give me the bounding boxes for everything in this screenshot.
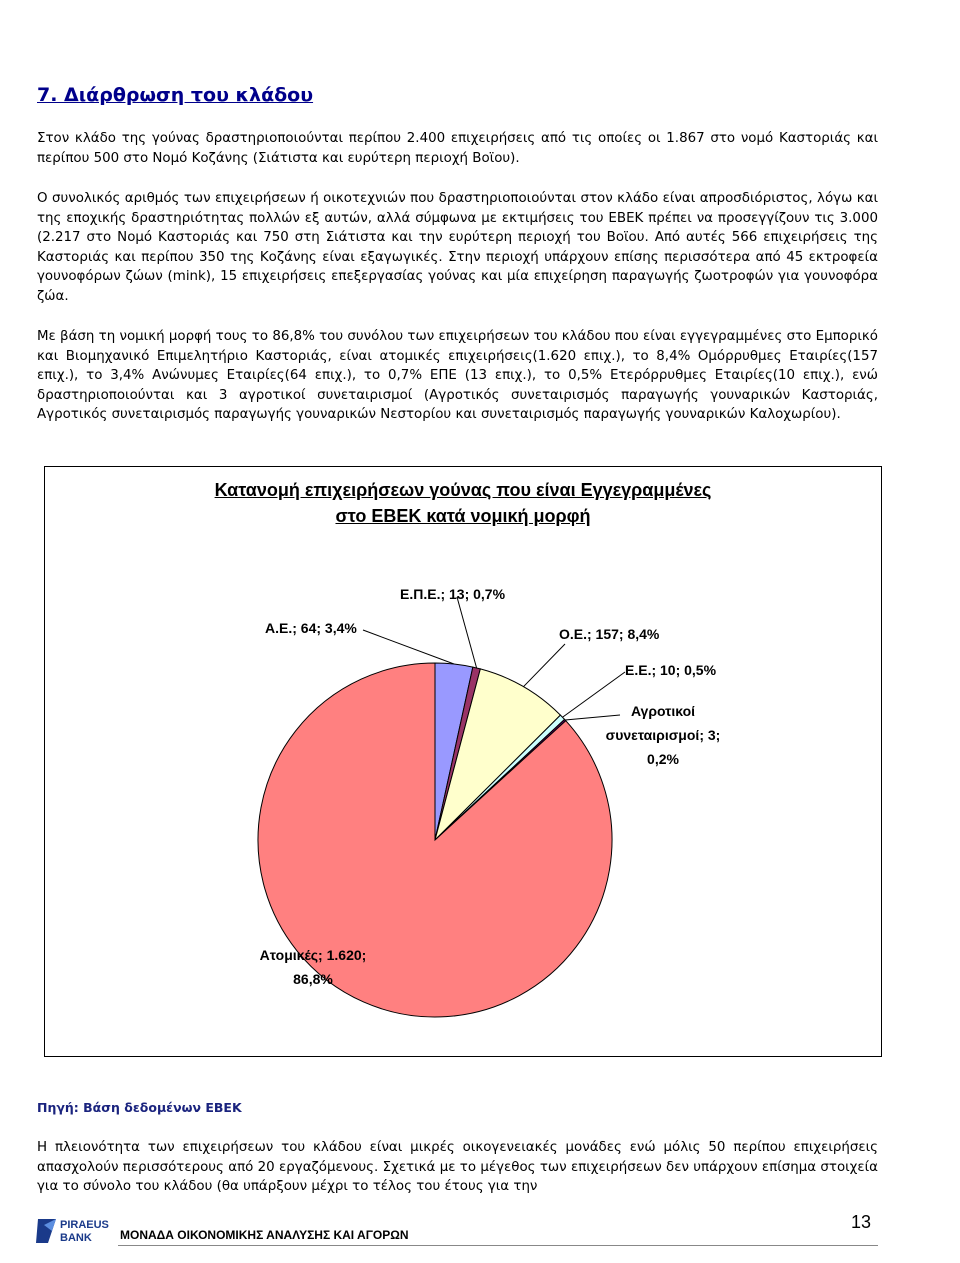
slice-epe-leader-line bbox=[457, 597, 477, 668]
chart-title-line1: Κατανομή επιχειρήσεων γούνας που είναι Εγγεγραμμένες bbox=[214, 480, 712, 500]
label-atomikes bbox=[241, 943, 385, 991]
paragraph-total-count: Ο συνολικός αριθμός των επιχειρήσεων ή οικοτεχνιών που δραστηριοποιούνται στον κλάδο είναι απροσδιόριστος, λόγω και της εποχικής δραστηριότητας πολλών εξ αυτών, αλλά σύμφωνα με εκτιμήσεις του ΕΒΕΚ πρέπει να προσεγγίζουν τις 3.000 (2.217 στο Νομό Καστοριάς και 750 στη Σιάτιστα και την ευρύτερη περιοχή του Βοϊου. Από αυτές 566 επιχειρήσεις της Καστοριάς και περίπου 350 της Κοζάνης είναι εξαγωγικές. Στην περιοχή υπάρχουν επίσης περισσότερα από 45 εκτροφεία γουνοφόρων ζώων (mink), 15 επιχειρήσεις επεξεργασίας γούνας και μία επιχείρηση παραγωγής ζωοτροφών για γουνοφόρα ζώα. bbox=[37, 191, 878, 304]
label-ee: Ε.Ε.; 10; 0,5% bbox=[625, 662, 717, 678]
label-epe: Ε.Π.Ε.; 13; 0,7% bbox=[400, 586, 506, 602]
logo-text-line1: PIRAEUS bbox=[60, 1219, 109, 1231]
pie-chart bbox=[45, 467, 881, 1056]
source-note: Πηγή: Βάση δεδομένων ΕΒΕΚ bbox=[37, 1100, 242, 1115]
label-atomikes-line2: 86,8% bbox=[293, 971, 333, 987]
label-ae: Α.Ε.; 64; 3,4% bbox=[265, 620, 357, 636]
paragraph-size: Η πλειονότητα των επιχειρήσεων του κλάδου είναι μικρές οικογενειακές μονάδες ενώ μόλις 50 περίπου επιχειρήσεις απασχολούν περισσότερους από 20 εργαζόμενους. Σχετικά με το μέγεθος των επιχειρήσεων δεν υπάρχουν επίσημα στοιχεία για το σύνολο του κλάδου (θα υπάρξουν μέχρι το τέλος του έτους για την bbox=[37, 1140, 878, 1194]
label-agrotikoi-line3: 0,2% bbox=[647, 751, 679, 767]
slice-oe-leader-line bbox=[523, 644, 565, 687]
chart-title-line2: στο ΕΒΕΚ κατά νομική μορφή bbox=[335, 506, 591, 526]
label-agrotikoi-line2: συνεταιρισμοί; 3; bbox=[605, 727, 721, 743]
label-oe: Ο.Ε.; 157; 8,4% bbox=[559, 626, 660, 642]
paragraph-legal-form: Με βάση τη νομική μορφή τους το 86,8% του συνόλου των επιχειρήσεων του κλάδου που είναι εγγεγραμμένες στο Εμπορικό και Βιομηχανικό Επιμελητήριο Καστοριάς, είναι ατομικές επιχειρήσεις(1.620 επιχ.), το 8,4% Ομόρρυθμες Εταιρίες(157 επιχ.), το 3,4% Ανώνυμες Εταιρίες(64 επιχ.), το 0,7% ΕΠΕ (13 επιχ.), το 0,5% Ετερόρρυθμες Εταιρίες(10 επιχ.), ενώ δραστηριοποιούνται και 3 αγροτικοί συνεταιρισμοί (Αγροτικός συνεταιρισμός παραγωγής γουναρικών Καστοριάς, Αγροτικός συνεταιρισμός παραγωγής γουναρικών Νεστορίου και συνεταιρισμός παραγωγής γουναρικών Καλοχωρίου). bbox=[37, 329, 878, 422]
section-heading: 7. Διάρθρωση του κλάδου bbox=[37, 84, 314, 106]
slice-ae-leader-line bbox=[363, 630, 454, 664]
logo-text-line2: BANK bbox=[60, 1232, 92, 1244]
footer-divider bbox=[118, 1245, 878, 1246]
paragraph-intro: Στον κλάδο της γούνας δραστηριοποιούνται περίπου 2.400 επιχειρήσεις από τις οποίες οι 1.867 στο νομό Καστοριάς και περίπου 500 στο Νομό Κοζάνης (Σιάτιστα και ευρύτερη περιοχή Βοϊου). bbox=[37, 131, 878, 166]
piraeus-bank-logo bbox=[36, 1213, 116, 1247]
label-atomikes-line1: Ατομικές; 1.620; bbox=[259, 947, 367, 963]
page-number: 13 bbox=[851, 1212, 872, 1232]
label-agrotikoi-line1: Αγροτικοί bbox=[630, 703, 696, 719]
footer-unit-name: ΜΟΝΑΔΑ ΟΙΚΟΝΟΜΙΚΗΣ ΑΝΑΛΥΣΗΣ ΚΑΙ ΑΓΟΡΩΝ bbox=[120, 1228, 409, 1242]
label-agrotikoi bbox=[593, 699, 733, 771]
pie-chart-container bbox=[44, 466, 882, 1057]
